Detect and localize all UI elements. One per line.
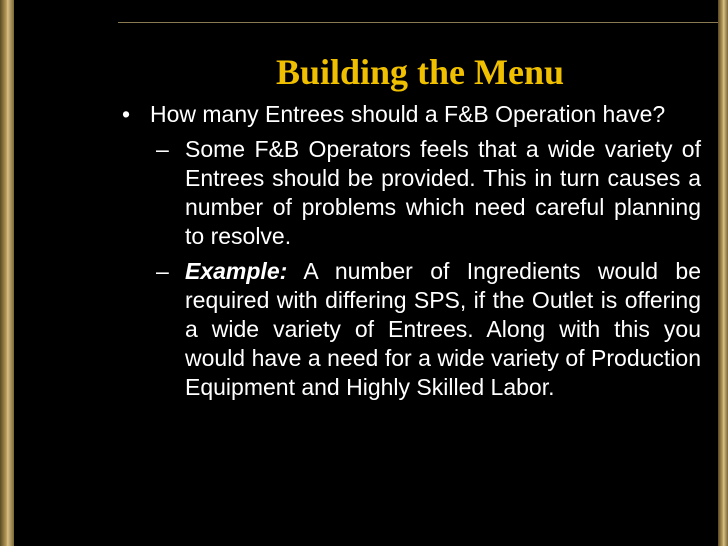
left-gold-frame	[0, 0, 14, 546]
example-label: Example:	[185, 258, 288, 284]
sub-bullet-text: Some F&B Operators feels that a wide variety of Entrees should be provided. This in turn causes a number of problems which need careful planning to resolve.	[185, 136, 701, 249]
bullet-item	[116, 100, 701, 129]
sub-bullet-text: A number of Ingredients would be required with differing SPS, if the Outlet is offering a wide variety of Entrees. Along with this you would have a need for a wide variety of Production Equipment and Highly Skilled Labor.	[185, 258, 701, 400]
bullet-marker: •	[121, 101, 131, 127]
slide-title: Building the Menu	[275, 52, 565, 92]
dash-marker: –	[156, 258, 169, 284]
slide-content	[116, 100, 701, 402]
dash-marker: –	[156, 136, 169, 162]
sub-bullet-item	[116, 135, 701, 251]
top-divider	[118, 22, 718, 23]
bullet-text: How many Entrees should a F&B Operation have?	[150, 101, 666, 127]
sub-bullet-item	[116, 257, 701, 402]
